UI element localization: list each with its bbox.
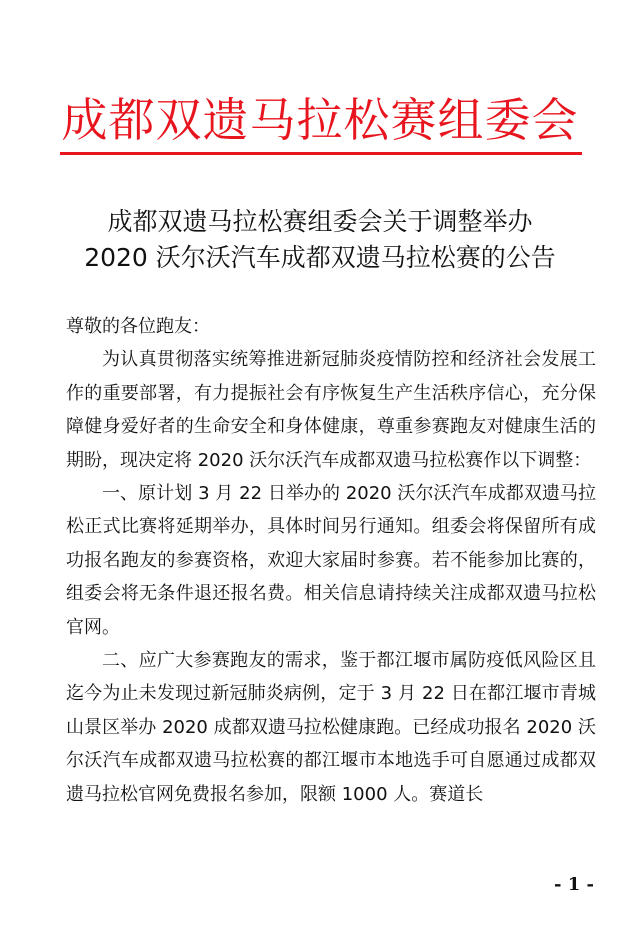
page-number: - 1 - [554, 874, 594, 895]
organization-header: 成都双遗马拉松赛组委会 [61, 93, 579, 147]
document-title-line-1: 成都双遗马拉松赛组委会关于调整举办 [107, 207, 533, 236]
header-red-rule [60, 152, 582, 155]
paragraph-intro: 为认真贯彻落实统筹推进新冠肺炎疫情防控和经济社会发展工作的重要部署，有力提振社会有序恢复生产生活秩序信心，充分保障健身爱好者的生命安全和身体健康，尊重参赛跑友对健康生活的期盼，现决定将 2020 沃尔沃汽车成都双遗马拉松赛作以下调整： [66, 349, 596, 471]
paragraph-item-2: 二、应广大参赛跑友的需求，鉴于都江堰市属防疫低风险区且迄今为止未发现过新冠肺炎病例，定于 3 月 22 日在都江堰市青城山景区举办 2020 成都双遗马拉松健康跑。已经成功报名 2020 沃尔沃汽车成都双遗马拉松赛的都江堰市本地选手可自愿通过成都双遗马拉松官网免费报名参加，限额 1000 人。赛道长 [66, 650, 596, 805]
document-title-line-2: 2020 沃尔沃汽车成都双遗马拉松赛的公告 [84, 243, 556, 272]
salutation: 尊敬的各位跑友： [66, 316, 210, 337]
paragraph-item-1: 一、原计划 3 月 22 日举办的 2020 沃尔沃汽车成都双遗马拉松正式比赛将延期举办，具体时间另行通知。组委会将保留所有成功报名跑友的参赛资格，欢迎大家届时参赛。若不能参加比赛的，组委会将无条件退还报名费。相关信息请持续关注成都双遗马拉松官网。 [66, 483, 596, 638]
document-body [66, 310, 596, 811]
